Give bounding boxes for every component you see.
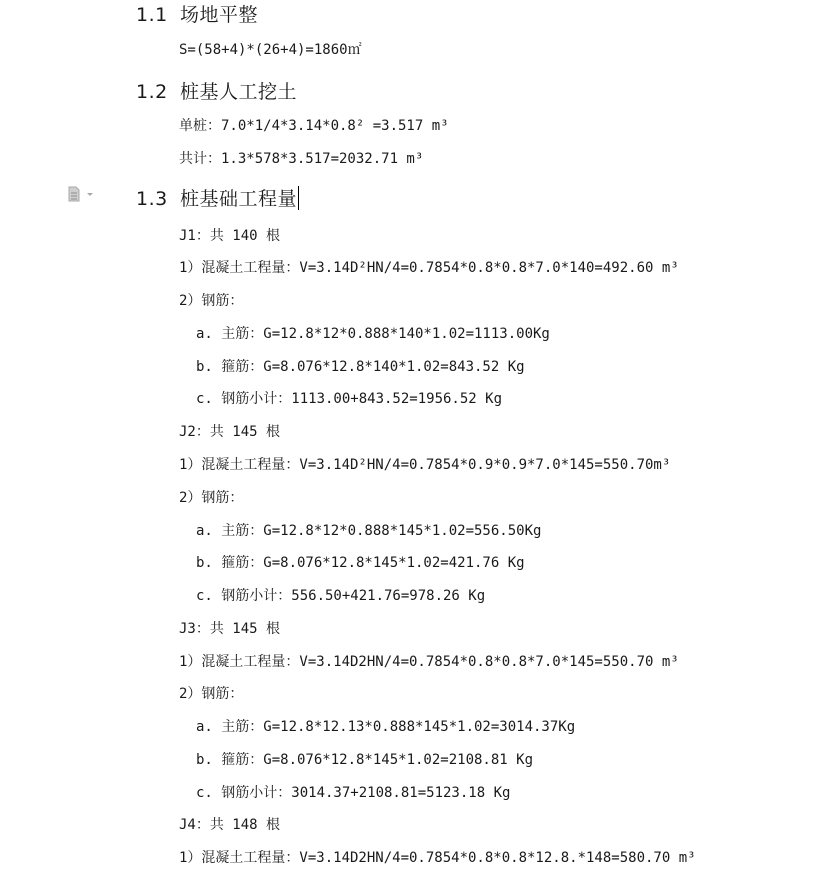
j2-main-rebar: a. 主筋：G=12.8*12*0.888*145*1.02=556.50Kg [196, 523, 542, 539]
j2-stirrup: b. 箍筋：G=8.076*12.8*145*1.02=421.76 Kg [196, 555, 525, 571]
section-number: 1.1 [136, 4, 168, 26]
j3-main-rebar: a. 主筋：G=12.8*12.13*0.888*145*1.02=3014.37Kg [196, 719, 576, 735]
j3-concrete: 1）混凝土工程量：V=3.14D2HN/4=0.7854*0.8*0.8*7.0*145=550.70 m³ [179, 654, 679, 670]
j2-rebar-subtotal: c. 钢筋小计：556.50+421.76=978.26 Kg [196, 588, 486, 604]
j4-concrete: 1）混凝土工程量：V=3.14D2HN/4=0.7854*0.8*0.8*12.8.*148=580.70 m³ [179, 850, 696, 866]
single-pile-formula: 单桩：7.0*1/4*3.14*0.8² =3.517 m³ [179, 118, 449, 134]
j3-title: J3：共 145 根 [179, 621, 281, 637]
section-title[interactable]: 桩基础工程量 [180, 188, 298, 210]
pile-total-formula: 共计：1.3*578*3.517=2032.71 m³ [179, 151, 424, 167]
j2-title: J2：共 145 根 [179, 424, 281, 440]
j3-rebar-heading: 2）钢筋： [179, 686, 244, 702]
section-number: 1.3 [136, 188, 168, 210]
j1-main-rebar: a. 主筋：G=12.8*12*0.888*140*1.02=1113.00Kg [196, 326, 550, 342]
j3-rebar-subtotal: c. 钢筋小计：3014.37+2108.81=5123.18 Kg [196, 785, 511, 801]
j1-title: J1：共 140 根 [179, 228, 281, 244]
site-leveling-formula: S=(58+4)*(26+4)=1860㎡ [179, 42, 362, 58]
text-cursor [298, 186, 299, 210]
j1-rebar-subtotal: c. 钢筋小计：1113.00+843.52=1956.52 Kg [196, 391, 503, 407]
j1-rebar-heading: 2）钢筋： [179, 293, 244, 309]
section-heading-1-2 [136, 77, 297, 104]
section-heading-1-1 [136, 0, 258, 27]
j4-title: J4：共 148 根 [179, 817, 281, 833]
document-menu-icon[interactable] [68, 186, 98, 202]
j2-concrete: 1）混凝土工程量：V=3.14D²HN/4=0.7854*0.9*0.9*7.0*145=550.70m³ [179, 457, 671, 473]
j3-stirrup: b. 箍筋：G=8.076*12.8*145*1.02=2108.81 Kg [196, 752, 534, 768]
j1-stirrup: b. 箍筋：G=8.076*12.8*140*1.02=843.52 Kg [196, 359, 525, 375]
section-title: 场地平整 [180, 4, 259, 26]
j1-concrete: 1）混凝土工程量：V=3.14D²HN/4=0.7854*0.8*0.8*7.0*140=492.60 m³ [179, 260, 679, 276]
section-number: 1.2 [136, 81, 168, 103]
j2-rebar-heading: 2）钢筋： [179, 490, 244, 506]
section-title: 桩基人工挖土 [180, 81, 298, 103]
section-heading-1-3 [136, 184, 299, 211]
